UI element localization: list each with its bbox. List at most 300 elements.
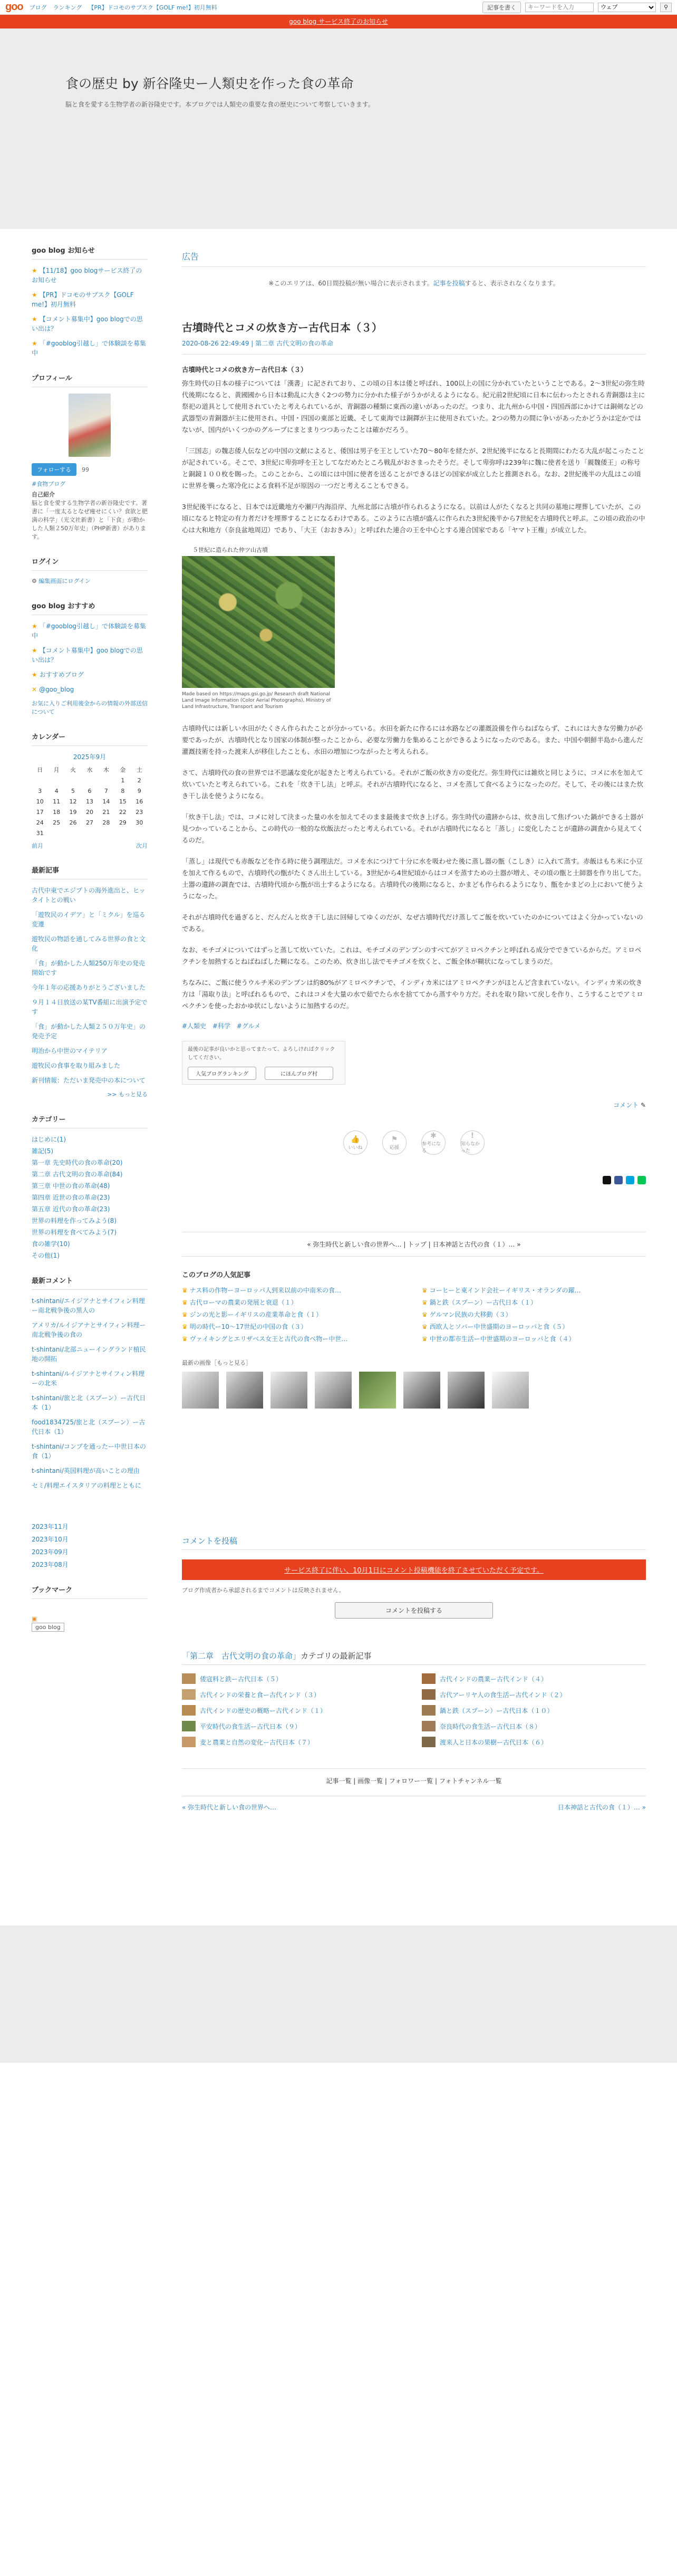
notice-section-title: goo blog お知らせ xyxy=(32,245,148,260)
service-end-banner[interactable] xyxy=(0,15,677,28)
paragraph: 3世紀後半になると、日本では近畿地方や瀬戸内海沿岸、九州北部に古墳が作られるようになる。以前は人がたくなると共同の墓地に埋葬していたが、この頃になると特定の有力者だけを埋葬することになるわけである。このように古墳が盛んに作られた3世紀後半から7世紀を古墳時代と呼ぶ。この頃の政治の中心は大和地方（奈良盆地周辺）であり、「大王（おおきみ）」と呼ばれた連合の王を中心とする連合国家である「ヤマト王権」が成立した。 xyxy=(182,503,645,534)
cal-day: 26 xyxy=(69,819,77,826)
line-share-icon[interactable] xyxy=(637,1176,646,1184)
login-section xyxy=(32,556,148,586)
cal-day: 24 xyxy=(36,819,44,826)
comment-item[interactable] xyxy=(32,1466,148,1476)
popular-item[interactable] xyxy=(422,1322,646,1331)
reaction-like-button[interactable] xyxy=(343,1131,367,1155)
comment-link[interactable]: t-shintani/北部ニューイングランド植民地の開拓 xyxy=(32,1346,146,1363)
popular-link[interactable]: ジンの光と影ーイギリスの産業革命と食（１） xyxy=(189,1311,323,1318)
search-scope-select[interactable] xyxy=(598,3,656,12)
comment-item[interactable] xyxy=(32,1442,148,1461)
comment-link[interactable]: t-shintani/旅と北（スプーン）ー古代日本（1） xyxy=(32,1394,146,1411)
ranking-badge-blogranking[interactable]: 人気ブログランキング xyxy=(188,1067,256,1080)
category-link[interactable]: 第二章 古代文明の食の革命(84) xyxy=(32,1171,123,1178)
popular-list xyxy=(182,1286,646,1343)
category-article-link[interactable]: 麦と農業と自然の変化ー古代日本（７） xyxy=(200,1738,314,1746)
archive-item[interactable] xyxy=(32,1560,148,1569)
post-article-link[interactable]: 記事を投稿 xyxy=(433,280,465,287)
band-spacer xyxy=(182,1430,646,1535)
recent-image-thumb[interactable] xyxy=(182,1372,219,1409)
reaction-label: 参考になる xyxy=(422,1142,441,1154)
category-article-link[interactable]: 渡来人と日本の果樹ー古代日本（６） xyxy=(440,1738,548,1746)
weekday: 土 xyxy=(136,767,142,773)
footer-pager xyxy=(182,1796,646,1812)
crown-icon: ♛ xyxy=(182,1311,188,1318)
paragraph: なお、モチゴメについてはずっと蒸して炊いていた。これは、モチゴメのデンプンのすべてがアミロペクチンと呼ばれる成分でできているからだ。アミロペクチンを加熱するとねばねばした糊になる。このため、炊き出し法でモチゴメを炊くと、ご飯全体が糊状になってしまうのだ。 xyxy=(182,946,642,965)
recent-article-item[interactable] xyxy=(32,1046,148,1056)
cal-day xyxy=(48,828,64,838)
crown-icon: ♛ xyxy=(422,1335,428,1343)
ad-title: 広告 xyxy=(182,250,646,267)
popular-link[interactable]: 中世の都市生活ー中世盛期のヨーロッパと食（４） xyxy=(429,1335,575,1343)
calendar-next-link[interactable]: 次月 xyxy=(136,842,148,849)
recommend-link[interactable]: おすすめブログ xyxy=(39,671,84,678)
comment-item[interactable] xyxy=(32,1369,148,1388)
recent-images-label[interactable]: 最新の画像［もっと見る］ xyxy=(182,1359,252,1366)
cal-day: 31 xyxy=(36,829,44,837)
profile-tag-link[interactable]: #食物ブログ xyxy=(32,481,66,487)
rss-icon[interactable]: ▣ xyxy=(32,1615,37,1622)
crown-icon: ♛ xyxy=(182,1287,188,1294)
cal-day: 9 xyxy=(137,787,141,794)
cal-day: 5 xyxy=(71,787,75,794)
article-thumbnail xyxy=(422,1737,436,1747)
reaction-helpful-button[interactable] xyxy=(421,1131,446,1155)
popular-item[interactable] xyxy=(182,1322,406,1331)
cal-day: 16 xyxy=(136,798,143,805)
cal-day: 4 xyxy=(54,787,59,794)
crown-icon: ♛ xyxy=(182,1335,188,1343)
cal-day: 6 xyxy=(88,787,92,794)
footer-prev-link[interactable]: « 弥生時代と新しい食の世界へ… xyxy=(182,1804,277,1811)
calendar-table xyxy=(32,764,148,838)
cal-day xyxy=(98,775,114,786)
recent-article-link[interactable]: 「食」が動かした人類250万年史の発売開始です xyxy=(32,960,145,976)
category-article-item[interactable] xyxy=(182,1721,406,1731)
recent-articles-section xyxy=(32,865,148,1099)
profile-image[interactable] xyxy=(69,394,111,457)
cal-day xyxy=(81,828,98,838)
x-share-icon[interactable] xyxy=(603,1176,611,1184)
search-input[interactable] xyxy=(525,3,594,12)
article-thumbnail xyxy=(182,1721,196,1731)
tag-link[interactable]: #グルメ xyxy=(236,1022,261,1030)
article-thumbnail xyxy=(422,1705,436,1716)
hatena-share-icon[interactable] xyxy=(626,1176,634,1184)
recent-article-item[interactable] xyxy=(32,886,148,905)
recent-image-thumb[interactable] xyxy=(315,1372,352,1409)
ranking-box xyxy=(182,1041,345,1085)
weekday: 月 xyxy=(53,767,60,773)
footer-links[interactable]: 記事一覧 | 画像一覧 | フォロワー一覧 | フォトチャンネル一覧 xyxy=(182,1768,646,1785)
login-link[interactable]: 編集画面にログイン xyxy=(38,578,91,585)
notice-item[interactable] xyxy=(32,339,148,358)
article-date: 2020-08-26 22:49:49 xyxy=(182,340,249,347)
cal-day: 14 xyxy=(102,798,110,805)
category-item[interactable] xyxy=(32,1146,148,1156)
cal-day: 22 xyxy=(119,808,127,816)
content-wrapper xyxy=(0,229,677,1812)
login-title: ログイン xyxy=(32,556,148,571)
weekday: 木 xyxy=(103,767,109,773)
crown-icon: ♛ xyxy=(422,1287,428,1294)
popular-link[interactable]: コーヒーと東インド会社ーイギリス・オランダの躍… xyxy=(429,1287,581,1294)
category-article-item[interactable] xyxy=(422,1689,646,1700)
comment-link[interactable]: food1834725/旅と北（スプーン）ー古代日本（1） xyxy=(32,1419,146,1435)
recent-article-link[interactable]: ９月１４日放送の某TV番組に出演予定です xyxy=(32,999,148,1016)
recent-article-link[interactable]: 遊牧民の物語を通してみる世界の食と文化 xyxy=(32,935,146,952)
exclaim-icon: ! xyxy=(470,1132,475,1140)
notice-item[interactable] xyxy=(32,290,148,309)
category-article-link[interactable]: 古代インドの歴史の概略ー古代インド（１） xyxy=(200,1707,327,1715)
goo-logo[interactable]: goo xyxy=(5,1,23,13)
comment-item[interactable] xyxy=(32,1296,148,1315)
archive-section xyxy=(32,1522,148,1569)
cal-day xyxy=(48,775,64,786)
recent-title: 最新記事 xyxy=(32,865,148,879)
category-article-link[interactable]: 平安時代の食生活ー古代日本（９） xyxy=(200,1722,302,1730)
popular-link[interactable]: 明の時代ー10～17世紀の中国の食（３） xyxy=(189,1323,307,1330)
category-article-item[interactable] xyxy=(422,1721,646,1731)
recent-article-link[interactable]: 「食」が動かした人類２５０万年史」の発売予定 xyxy=(32,1023,146,1040)
archive-link[interactable]: 2023年11月 xyxy=(32,1523,69,1530)
recommend-link[interactable]: @goo_blog xyxy=(39,686,74,693)
category-article-item[interactable] xyxy=(422,1705,646,1716)
category-item[interactable] xyxy=(32,1216,148,1225)
cal-day: 1 xyxy=(121,777,125,784)
cal-day: 7 xyxy=(104,787,108,794)
archive-link[interactable]: 2023年09月 xyxy=(32,1548,69,1556)
blog-header xyxy=(0,28,677,229)
recommend-link[interactable]: 「#gooblog引越し」で体験談を募集中 xyxy=(32,623,147,639)
service-end-link[interactable]: goo blog サービス終了のお知らせ xyxy=(289,18,388,25)
cal-day: 2 xyxy=(137,777,141,784)
gear-icon: ⚙ xyxy=(32,578,39,585)
post-comment-section xyxy=(182,1535,646,1619)
pencil-icon[interactable]: ✎ xyxy=(640,1102,646,1109)
category-link[interactable]: 世界の料理を作ってみよう(8) xyxy=(32,1217,117,1224)
cal-day: 12 xyxy=(69,798,77,805)
gray-band xyxy=(0,1926,677,2063)
popular-item[interactable] xyxy=(182,1298,406,1307)
calendar-prev-link[interactable]: 前月 xyxy=(32,842,43,849)
popular-item[interactable] xyxy=(422,1310,646,1319)
category-title: カテゴリー xyxy=(32,1114,148,1128)
goo-blog-badge[interactable]: goo blog xyxy=(32,1623,64,1632)
notice-link[interactable]: 「#gooblog引越し」で体験談を募集中 xyxy=(32,340,147,357)
crown-icon: ♛ xyxy=(182,1299,188,1306)
recent-images xyxy=(182,1372,646,1409)
recent-article-item[interactable] xyxy=(32,983,148,992)
comment-item[interactable] xyxy=(32,1320,148,1339)
category-link[interactable]: その他(1) xyxy=(32,1252,60,1259)
category-item[interactable] xyxy=(32,1170,148,1179)
recommend-title: goo blog おすすめ xyxy=(32,600,148,615)
recommend-section xyxy=(32,600,148,716)
star-icon: ★ xyxy=(32,315,37,323)
recent-article-link[interactable]: 古代中東でエジプトの海外進出と、ヒッタイトとの戦い xyxy=(32,887,146,904)
category-article-item[interactable] xyxy=(182,1737,406,1747)
category-link[interactable]: 第四章 近世の食の革命(23) xyxy=(32,1194,110,1201)
category-article-item[interactable] xyxy=(182,1705,406,1716)
notice-item[interactable] xyxy=(32,266,148,285)
category-link[interactable]: はじめに(1) xyxy=(32,1136,66,1143)
category-link[interactable]: 第一章 先史時代の食の革命(20) xyxy=(32,1159,123,1166)
star-icon: ★ xyxy=(32,267,37,274)
reaction-cheer-button[interactable] xyxy=(382,1131,407,1155)
cal-day: 30 xyxy=(136,819,143,826)
popular-item[interactable] xyxy=(182,1334,406,1343)
photo-credit: Made based on https://maps.gsi.go.jp/ Research draft National Land Image Information (Color Aerial Photographs), Ministry of Land Infrastructure, Transport and Tourism xyxy=(182,692,331,710)
article-thumbnail xyxy=(422,1689,436,1700)
recent-article-item[interactable] xyxy=(32,998,148,1017)
recent-image-thumb[interactable] xyxy=(403,1372,440,1409)
ad-note xyxy=(182,279,646,288)
notice-link[interactable]: 【PR】ドコモのサブスク【GOLF me!】初月無料 xyxy=(32,291,134,308)
archive-item[interactable] xyxy=(32,1522,148,1531)
recent-article-item[interactable] xyxy=(32,1076,148,1085)
comment-link[interactable]: セミ/料理エイスタリアの料理とともに xyxy=(32,1482,141,1489)
article-thumbnail xyxy=(182,1705,196,1716)
profile-section xyxy=(32,372,148,541)
cal-day: 21 xyxy=(102,808,110,816)
category-item[interactable] xyxy=(32,1158,148,1167)
category-article-link[interactable]: 古代インドの栄養と食ー古代インド（３） xyxy=(200,1691,321,1699)
crown-icon: ♛ xyxy=(422,1323,428,1330)
profile-text: 脳と食を愛する生物学者の新谷隆史です。著書に「一度太るとなぜ痩せにくい？食欲と肥満の科学」（光文社新書）と「下食」が動かした人類２50万年史」（PHP新書）があります。 xyxy=(32,500,148,540)
category-item[interactable] xyxy=(32,1135,148,1144)
category-article-item[interactable] xyxy=(422,1737,646,1747)
cal-day: 19 xyxy=(69,808,77,816)
recommend-item[interactable] xyxy=(32,670,148,679)
footer-next-link[interactable]: 日本神話と古代の食（１）… » xyxy=(557,1804,646,1811)
cal-day: 17 xyxy=(36,808,44,816)
body-heading: 古墳時代とコメの炊き方ー古代日本（３） xyxy=(182,366,307,374)
comment-link[interactable]: t-shintani/英国料理が高いことの理由 xyxy=(32,1467,140,1474)
popular-link[interactable]: ナス料の作物ーヨーロッパ人到来以前の中南米の食… xyxy=(189,1287,342,1294)
recent-article-link[interactable]: 新刊情報：ただいま発売中の本について xyxy=(32,1077,146,1084)
recent-image-thumb[interactable] xyxy=(448,1372,485,1409)
recent-image-thumb[interactable] xyxy=(270,1372,307,1409)
category-article-item[interactable] xyxy=(422,1673,646,1684)
weekday: 水 xyxy=(86,767,93,773)
article-meta: 2020-08-26 22:49:49 | 第二章 古代文明の食の革命 xyxy=(182,339,646,355)
recent-image-thumb[interactable] xyxy=(359,1372,396,1409)
recent-article-item[interactable] xyxy=(32,910,148,929)
comment-end-notice[interactable] xyxy=(182,1559,646,1580)
recent-comments-section xyxy=(32,1275,148,1490)
notice-section xyxy=(32,245,148,358)
popular-link[interactable]: ヴァイキングとエリザベス女王と古代の食べ物ー中世… xyxy=(189,1335,348,1343)
category-link[interactable]: 第三章 中世の食の革命(48) xyxy=(32,1182,110,1190)
comment-link[interactable]: t-shintani/エイジアナとサイフィン料理ー南北戦争後の黒人の xyxy=(32,1297,145,1314)
thumbs-up-icon: 👍 xyxy=(351,1135,360,1144)
search-icon[interactable]: ⚲ xyxy=(660,3,672,12)
popular-link[interactable]: 古代ローマの農業の発展と衰退（１） xyxy=(189,1299,297,1306)
cal-day: 8 xyxy=(121,787,125,794)
cal-day xyxy=(98,828,114,838)
cal-day: 27 xyxy=(85,819,93,826)
recent-article-item[interactable] xyxy=(32,959,148,978)
tag-list xyxy=(182,1021,646,1030)
blog-title[interactable]: 食の歴史 by 新谷隆史ー人類史を作った食の革命 xyxy=(65,76,354,91)
category-link[interactable]: 食の雑学(10) xyxy=(32,1240,70,1248)
follow-button[interactable]: フォローする xyxy=(32,463,76,476)
recent-article-link[interactable]: 明治から中世のマイテリア xyxy=(32,1047,108,1055)
calendar-section xyxy=(32,731,148,850)
top-right-tools xyxy=(482,2,672,13)
profile-title: プロフィール xyxy=(32,372,148,387)
ranking-badge-blogmura[interactable]: にほんブログ村 xyxy=(265,1067,333,1080)
weekday: 金 xyxy=(120,767,126,773)
archive-item[interactable] xyxy=(32,1535,148,1544)
cal-day xyxy=(114,828,131,838)
comments-title: 最新コメント xyxy=(32,1275,148,1290)
recent-image-thumb[interactable] xyxy=(492,1372,529,1409)
popular-item[interactable] xyxy=(422,1334,646,1343)
popular-link[interactable]: ゲルマン民族の大移動（３） xyxy=(429,1311,512,1318)
category-item[interactable] xyxy=(32,1239,148,1249)
cal-day: 11 xyxy=(53,798,61,805)
cal-day: 23 xyxy=(136,808,143,816)
cal-day xyxy=(65,775,81,786)
recent-article-link[interactable]: 遊牧民の食事を取り組みました xyxy=(32,1062,121,1069)
cal-day: 25 xyxy=(53,819,61,826)
article-thumbnail xyxy=(422,1673,436,1684)
article-body xyxy=(182,364,646,1012)
article-title[interactable]: 古墳時代とコメの炊き方ー古代日本（３） xyxy=(182,321,382,334)
comment-item[interactable] xyxy=(32,1345,148,1364)
recent-image-thumb[interactable] xyxy=(226,1372,263,1409)
star-icon: ★ xyxy=(32,671,37,678)
comment-item[interactable] xyxy=(32,1393,148,1412)
category-link[interactable]: 第五章 近代の食の革命(23) xyxy=(32,1205,110,1213)
notice-item[interactable] xyxy=(32,314,148,333)
archive-item[interactable] xyxy=(32,1547,148,1557)
recent-article-link[interactable]: 「遊牧民のイデア」と「ミクル」を巡る変遷 xyxy=(32,911,146,928)
recommend-item[interactable] xyxy=(32,685,148,694)
top-nav-ranking[interactable]: ランキング xyxy=(53,4,82,11)
photo-caption: ５世紀に造られた仲ツ山古墳 xyxy=(192,547,268,553)
comment-link[interactable]: t-shintani/コンブを通ったー中世日本の食（1） xyxy=(32,1443,146,1460)
category-latest-heading xyxy=(182,1650,646,1665)
recent-more-link[interactable]: >> もっと見る xyxy=(107,1091,148,1098)
comment-link[interactable]: コメント xyxy=(613,1102,639,1109)
cal-day: 13 xyxy=(85,798,93,805)
post-comment-button[interactable]: コメントを投稿する xyxy=(335,1602,493,1619)
flag-icon: ⚑ xyxy=(391,1135,398,1144)
paragraph: 「三国志」の魏志倭人伝などの中国の文献によると、倭国は男子を王としていた70～80年を経たが、2世紀後半になると長期間にわたる大乱が起こったことが記されている。そこで、3世紀に卑弥呼を王としてなだめたところ戦乱がおさまったそうだ。そして卑弥呼は239年に魏に使者を送り「親魏倭王」の称号と銅鏡１００枚を賜った。このことから、この頃には中国に使者を送ることができるほどの国家が成立したと推測される。なお、2世紀後半の大乱はこの頃に世界を襲った寒冷化による食料不足が原因の一つだと考えることもできる。 xyxy=(182,447,645,490)
cal-day: 18 xyxy=(53,808,61,816)
approval-note: ブログ作成者から承認されるまでコメントは反映されません。 xyxy=(182,1587,345,1594)
popular-item[interactable] xyxy=(182,1286,406,1295)
popular-item[interactable] xyxy=(422,1298,646,1307)
article-category-link[interactable]: 第二章 古代文明の食の革命 xyxy=(255,340,333,347)
cal-day: 15 xyxy=(119,798,127,805)
recent-article-link[interactable]: 今年１年の応援ありがとうございました xyxy=(32,984,146,991)
facebook-share-icon[interactable] xyxy=(614,1176,623,1184)
notice-link[interactable]: 【コメント募集中】goo blogでの思い出は？ xyxy=(32,315,143,332)
comment-link[interactable]: アメリカ/ルイジアナとサイフィン料理ー南北戦争後の食の xyxy=(32,1321,146,1338)
recommend-note-link[interactable]: お気に入りご利用後金からの情報の外部送信について xyxy=(32,700,148,715)
recent-article-item[interactable] xyxy=(32,1061,148,1070)
category-item[interactable] xyxy=(32,1204,148,1214)
profile-name-label: 自己紹介 xyxy=(32,491,55,498)
paragraph: 「炊き干し法」では、コメに対して決まった量の水を加えてそのまま最後まで炊き上げる。弥生時代の遺跡からは、炊き出して焦げついた鍋ができる土器が見つかっていることから、この時代の一般的な炊飯法だったと考えられている。それが古墳時代になると「蒸し」に変化したことが遺跡の調査から見えてくるのだ。 xyxy=(182,813,644,844)
top-nav-pr[interactable]: 【PR】ドコモのサブスク【GOLF me!】初月無料 xyxy=(88,4,217,11)
recent-article-item[interactable] xyxy=(32,934,148,953)
category-heading-link[interactable]: 「第二章 古代文明の食の革命」 xyxy=(182,1651,301,1661)
comment-end-notice-text[interactable]: サービス終了に伴い、10月1日にコメント投稿機能を終了させていただく予定です。 xyxy=(284,1567,544,1575)
recent-article-item[interactable] xyxy=(32,1022,148,1041)
tag-link[interactable]: #人類史 xyxy=(182,1022,207,1030)
archive-link[interactable]: 2023年10月 xyxy=(32,1536,69,1543)
share-buttons xyxy=(182,1176,646,1184)
comment-item[interactable] xyxy=(32,1418,148,1437)
popular-link[interactable]: 鍋と鉄（スプーン）ー古代日本（１） xyxy=(429,1299,537,1306)
twitter-icon: ✕ xyxy=(32,686,37,693)
top-nav-blog[interactable]: ブログ xyxy=(29,4,47,11)
category-article-link[interactable]: 倭寇料と鉄ー古代日本（５） xyxy=(200,1675,283,1683)
category-item[interactable] xyxy=(32,1228,148,1237)
article-pager[interactable]: « 弥生時代と新しい食の世界へ… | トップ | 日本神話と古代の食（１）… » xyxy=(182,1232,646,1257)
popular-item[interactable] xyxy=(182,1310,406,1319)
bookmark-section xyxy=(32,1584,148,1632)
archive-link[interactable]: 2023年08月 xyxy=(32,1561,69,1568)
crown-icon: ♛ xyxy=(182,1323,188,1330)
main-content xyxy=(182,229,646,1812)
paragraph: 「蒸し」は現代でも赤飯などを作る時に使う調理法だ。コメを水につけて十分に水を吸わせた後に蒸し器の甑（こしき）に入れて蒸す。赤飯はもち米に小豆を加えて作るもので、古墳時代の甑がたくさん出土している。3世紀から4世紀頃からはコメを蒸すための土器が増え、その頃の甑と土師器を作り出してた。土器の遺跡の調査では、古墳時代頃から甑が出土するようになる。古墳時代の後期になると、かまども作られるようになり、甑をかまどの上において使うようになった。 xyxy=(182,857,645,900)
ad-note-suffix: すると、表示されなくなります。 xyxy=(465,280,559,287)
category-link[interactable]: 世界の料理を食べてみよう(7) xyxy=(32,1229,117,1236)
category-article-item[interactable] xyxy=(182,1689,406,1700)
cal-day xyxy=(131,828,148,838)
category-article-link[interactable]: 鍋と鉄（スプーン）ー古代日本（１０） xyxy=(440,1707,554,1715)
recommend-item[interactable] xyxy=(32,646,148,665)
crown-icon: ♛ xyxy=(422,1299,428,1306)
star-icon: ★ xyxy=(32,647,37,654)
category-article-link[interactable]: 古代アーリヤ人の食生活ー古代インド（２） xyxy=(440,1691,566,1699)
article-thumbnail xyxy=(182,1737,196,1747)
popular-item[interactable] xyxy=(422,1286,646,1295)
reaction-label: 応援 xyxy=(389,1145,399,1151)
category-article-link[interactable]: 古代インドの農業ー古代インド（４） xyxy=(440,1675,548,1683)
blog-description: 脳と食を愛する生物学者の新谷隆史です。本ブログでは人類史の重要な食の歴史について考察していきます。 xyxy=(65,101,374,108)
comment-item[interactable] xyxy=(32,1481,148,1490)
sidebar xyxy=(32,229,148,1812)
category-article-link[interactable]: 奈良時代の食生活ー古代日本（８） xyxy=(440,1722,541,1730)
kofun-aerial-photo[interactable] xyxy=(182,556,335,688)
recommend-item[interactable] xyxy=(32,621,148,640)
category-item[interactable] xyxy=(32,1251,148,1260)
comment-link[interactable]: t-shintani/ルイジアナとサイフィン料理ーの北米 xyxy=(32,1370,145,1387)
category-item[interactable] xyxy=(32,1181,148,1191)
reaction-surprise-button[interactable] xyxy=(460,1131,485,1155)
notice-link[interactable]: 【11/18】goo blogサービス終了のお知らせ xyxy=(32,267,142,284)
recommend-link[interactable]: 【コメント募集中】goo blogでの思い出は？ xyxy=(32,647,143,664)
category-item[interactable] xyxy=(32,1193,148,1202)
category-article-item[interactable] xyxy=(182,1673,406,1684)
category-link[interactable]: 雑記(5) xyxy=(32,1147,53,1155)
popular-link[interactable]: 西欧人とソバー中世盛期のヨーロッパと食（５） xyxy=(429,1323,569,1330)
cal-day xyxy=(65,828,81,838)
write-article-button[interactable]: 記事を書く xyxy=(482,2,521,13)
tag-link[interactable]: #科学 xyxy=(212,1022,230,1030)
reaction-label: いいね xyxy=(348,1145,363,1151)
star-icon: ★ xyxy=(32,340,37,347)
